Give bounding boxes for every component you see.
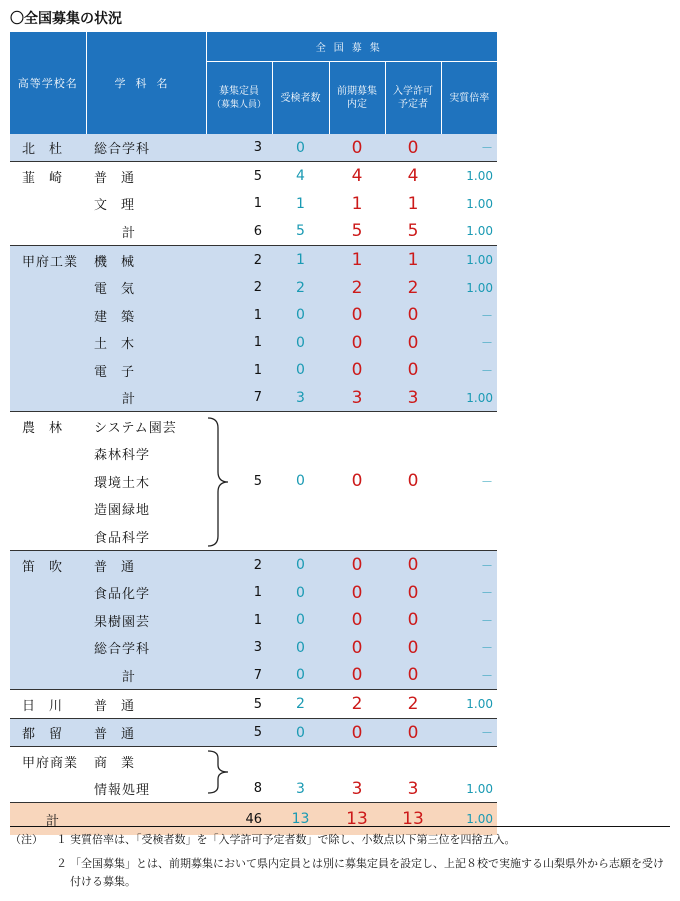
header-applicants: 受検者数 — [272, 62, 329, 135]
table-row — [10, 634, 497, 661]
cell-school — [10, 661, 86, 690]
cell-applicants: 2 — [272, 274, 329, 301]
cell-capacity: 1 — [206, 356, 272, 384]
cell-dept: 総合学科 — [86, 634, 206, 661]
cell-admit: 3 — [385, 384, 441, 412]
cell-rate: 1.00 — [441, 690, 497, 719]
cell-dept: 普通 — [86, 551, 206, 580]
cell-rate: － — [441, 661, 497, 690]
cell-admit: 0 — [385, 301, 441, 329]
cell-dept: 環境土木 — [94, 475, 151, 491]
cell-capacity: 1 — [206, 579, 272, 606]
cell-dept: 総合学科 — [86, 134, 206, 162]
cell-school: 甲府工業 — [10, 246, 86, 275]
cell-school — [10, 634, 86, 661]
cell-admit — [385, 412, 441, 441]
cell-rate: 1.00 — [466, 224, 493, 238]
cell-early: 0 — [329, 634, 385, 661]
cell-admit: 0 — [385, 606, 441, 634]
cell-dept: 計 — [86, 384, 206, 412]
cell-school: 甲府商業 — [10, 747, 86, 776]
cell-school: 笛吹 — [10, 551, 86, 580]
cell-dept: 食品科学 — [94, 530, 151, 546]
cell-admit: 4 — [385, 162, 441, 191]
header-rate: 実質倍率 — [441, 62, 497, 135]
cell-admit: 3 — [407, 778, 419, 799]
header-early: 前期募集 内定 — [329, 62, 385, 135]
cell-school — [10, 190, 86, 217]
cell-dept: 機械 — [86, 246, 206, 275]
cell-school — [10, 495, 86, 522]
cell-dept: 果樹園芸 — [86, 606, 206, 634]
table-row — [10, 551, 497, 580]
note-1: （注） １ 実質倍率は、「受検者数」を「入学許可予定者数」で除し、小数点以下第三位を四捨五入。 — [10, 833, 516, 846]
cell-admit: 2 — [385, 690, 441, 719]
cell-capacity: 3 — [206, 134, 272, 162]
header-capacity: 募集定員 （募集人員） — [206, 62, 272, 135]
cell-applicants — [272, 522, 329, 551]
cell-school: 都留 — [10, 719, 86, 747]
cell-school — [10, 440, 86, 467]
cell-rate: 1.00 — [466, 196, 493, 211]
cell-dept: 森林科学 — [94, 448, 151, 463]
total-label: 計 — [10, 803, 86, 836]
cell-applicants: 0 — [272, 661, 329, 690]
header-national: 全国募集 — [206, 32, 497, 62]
table-row — [10, 661, 497, 690]
cell-school — [10, 274, 86, 301]
cell-admit: 0 — [385, 551, 441, 580]
table-row — [10, 719, 497, 747]
cell-applicants — [272, 747, 329, 776]
cell-early: 5 — [351, 221, 363, 241]
page-title: 〇全国募集の状況 — [10, 11, 122, 27]
cell-applicants: 0 — [272, 719, 329, 747]
cell-capacity: 5 — [206, 162, 272, 191]
cell-capacity: 7 — [206, 384, 272, 412]
cell-applicants: 0 — [296, 473, 305, 489]
cell-early — [329, 412, 385, 441]
cell-capacity: 5 — [253, 473, 262, 489]
table-row — [10, 162, 497, 191]
cell-applicants — [272, 440, 329, 467]
cell-applicants: 0 — [272, 134, 329, 162]
cell-early: 0 — [329, 356, 385, 384]
table-row — [10, 329, 497, 356]
cell-admit: 0 — [385, 134, 441, 162]
cell-capacity: 6 — [253, 223, 262, 239]
total-admit: 13 — [385, 803, 441, 836]
cell-applicants: 4 — [272, 162, 329, 191]
cell-capacity: 7 — [206, 661, 272, 690]
cell-dept: 普通 — [86, 690, 206, 719]
cell-applicants: 0 — [272, 606, 329, 634]
cell-admit — [385, 747, 441, 776]
cell-rate — [441, 522, 497, 551]
cell-early: 4 — [329, 162, 385, 191]
cell-school — [10, 217, 86, 246]
cell-early: 0 — [329, 134, 385, 162]
table-row — [10, 579, 497, 606]
table-row — [10, 467, 497, 495]
cell-admit — [385, 522, 441, 551]
cell-admit — [385, 440, 441, 467]
cell-early: 0 — [351, 471, 363, 491]
cell-school — [10, 356, 86, 384]
cell-dept: 普通 — [86, 719, 206, 747]
total-capacity: 46 — [206, 803, 272, 836]
cell-admit: 1 — [407, 193, 419, 214]
cell-applicants: 3 — [296, 780, 305, 797]
cell-early: 2 — [329, 690, 385, 719]
cell-capacity: 1 — [253, 196, 262, 211]
table-row — [10, 690, 497, 719]
table-row — [10, 217, 497, 246]
cell-rate — [441, 412, 497, 441]
cell-applicants: 2 — [272, 690, 329, 719]
cell-admit: 0 — [385, 356, 441, 384]
cell-early: 3 — [351, 778, 363, 799]
cell-capacity: 2 — [206, 246, 272, 275]
cell-rate: － — [441, 634, 497, 661]
table-row — [10, 384, 497, 412]
cell-school — [10, 522, 86, 551]
cell-admit: 1 — [385, 246, 441, 275]
table-row — [10, 522, 497, 551]
cell-early: 2 — [329, 274, 385, 301]
cell-early — [329, 522, 385, 551]
cell-rate: － — [441, 134, 497, 162]
cell-rate: － — [441, 301, 497, 329]
cell-school: 北杜 — [10, 134, 86, 162]
table-row — [10, 301, 497, 329]
cell-rate: 1.00 — [466, 781, 493, 796]
cell-capacity: 1 — [206, 329, 272, 356]
cell-early — [329, 747, 385, 776]
cell-rate: 1.00 — [441, 162, 497, 191]
cell-admit: 0 — [385, 634, 441, 661]
cell-rate — [441, 747, 497, 776]
cell-rate: － — [441, 606, 497, 634]
cell-dept: 電気 — [86, 274, 206, 301]
cell-rate: 1.00 — [441, 274, 497, 301]
table-row — [10, 246, 497, 275]
recruitment-table — [10, 31, 497, 835]
table-row — [10, 606, 497, 634]
cell-school — [10, 329, 86, 356]
cell-early: 0 — [329, 661, 385, 690]
cell-admit — [385, 495, 441, 522]
cell-capacity: 5 — [206, 690, 272, 719]
cell-early: 1 — [329, 246, 385, 275]
cell-applicants: 0 — [272, 301, 329, 329]
cell-school — [10, 775, 86, 803]
cell-applicants — [272, 495, 329, 522]
cell-dept: 情報処理 — [94, 783, 151, 798]
table-row — [10, 440, 497, 467]
table-row — [10, 134, 497, 162]
total-rate: 1.00 — [441, 803, 497, 836]
cell-capacity: 8 — [253, 781, 262, 796]
cell-dept: 電子 — [86, 356, 206, 384]
cell-school: 日川 — [10, 690, 86, 719]
cell-early: 0 — [329, 301, 385, 329]
cell-early — [329, 495, 385, 522]
cell-applicants — [272, 412, 329, 441]
cell-early: 0 — [329, 606, 385, 634]
cell-early: 3 — [329, 384, 385, 412]
notes — [10, 826, 670, 891]
cell-rate: － — [441, 551, 497, 580]
cell-capacity: 2 — [206, 551, 272, 580]
cell-rate: 1.00 — [441, 384, 497, 412]
cell-applicants: 5 — [296, 223, 305, 239]
cell-applicants: 0 — [272, 551, 329, 580]
brace-kofu-shogyo — [206, 748, 232, 796]
total-early: 13 — [329, 803, 385, 836]
cell-early: 1 — [351, 193, 363, 214]
cell-dept: 造園緑地 — [94, 503, 151, 518]
cell-admit: 5 — [407, 221, 419, 241]
cell-capacity: 1 — [206, 606, 272, 634]
cell-applicants: 1 — [296, 195, 305, 212]
cell-rate: － — [441, 579, 497, 606]
cell-capacity: 1 — [206, 301, 272, 329]
table-row — [10, 274, 497, 301]
note-2: ２ 「全国募集」とは、前期募集において県内定員とは別に募集定員を設定し、上記８校で実施する山梨県外から志願を受け付ける募集。 — [56, 857, 664, 888]
table-row — [10, 747, 497, 776]
brace-norin — [206, 414, 232, 550]
table-row — [10, 190, 497, 217]
table-row — [10, 495, 497, 522]
cell-rate: － — [441, 356, 497, 384]
cell-dept: 計 — [122, 225, 136, 241]
cell-rate: － — [441, 719, 497, 747]
cell-capacity: 3 — [206, 634, 272, 661]
cell-admit: 0 — [385, 329, 441, 356]
cell-applicants: 0 — [272, 329, 329, 356]
cell-early — [329, 440, 385, 467]
cell-school — [10, 606, 86, 634]
cell-school: 韮崎 — [10, 162, 86, 191]
cell-applicants: 0 — [272, 634, 329, 661]
cell-capacity: 5 — [206, 719, 272, 747]
total-applicants: 13 — [272, 803, 329, 836]
cell-school: 農林 — [10, 412, 86, 441]
cell-early: 0 — [329, 719, 385, 747]
cell-applicants: 0 — [272, 579, 329, 606]
cell-admit: 0 — [385, 579, 441, 606]
header-school: 高等学校名 — [10, 32, 86, 135]
cell-dept: 商業 — [86, 747, 206, 776]
cell-dept: 建築 — [86, 301, 206, 329]
cell-applicants: 0 — [272, 356, 329, 384]
cell-early: 0 — [329, 329, 385, 356]
table-row — [10, 412, 497, 441]
table-row — [10, 356, 497, 384]
cell-dept: 計 — [86, 661, 206, 690]
cell-rate: 1.00 — [441, 246, 497, 275]
cell-dept: 普通 — [86, 162, 206, 191]
cell-early: 0 — [329, 551, 385, 580]
cell-applicants: 1 — [272, 246, 329, 275]
cell-early: 0 — [329, 579, 385, 606]
cell-rate — [441, 440, 497, 467]
cell-dept: システム園芸 — [86, 412, 206, 441]
cell-school — [10, 301, 86, 329]
cell-admit: 0 — [407, 471, 419, 491]
table-row — [10, 775, 497, 803]
cell-admit: 2 — [385, 274, 441, 301]
cell-rate: － — [441, 329, 497, 356]
cell-school — [10, 384, 86, 412]
cell-capacity: 2 — [206, 274, 272, 301]
cell-rate — [441, 495, 497, 522]
cell-applicants: 3 — [272, 384, 329, 412]
header-dept: 学科名 — [86, 32, 206, 135]
cell-school — [10, 579, 86, 606]
cell-dept: 文理 — [94, 198, 149, 213]
cell-admit: 0 — [385, 719, 441, 747]
cell-dept: 食品化学 — [86, 579, 206, 606]
header-admit: 入学許可 予定者 — [385, 62, 441, 135]
cell-school — [10, 467, 86, 495]
cell-admit: 0 — [385, 661, 441, 690]
cell-dept: 土木 — [86, 329, 206, 356]
cell-rate: － — [480, 474, 493, 489]
